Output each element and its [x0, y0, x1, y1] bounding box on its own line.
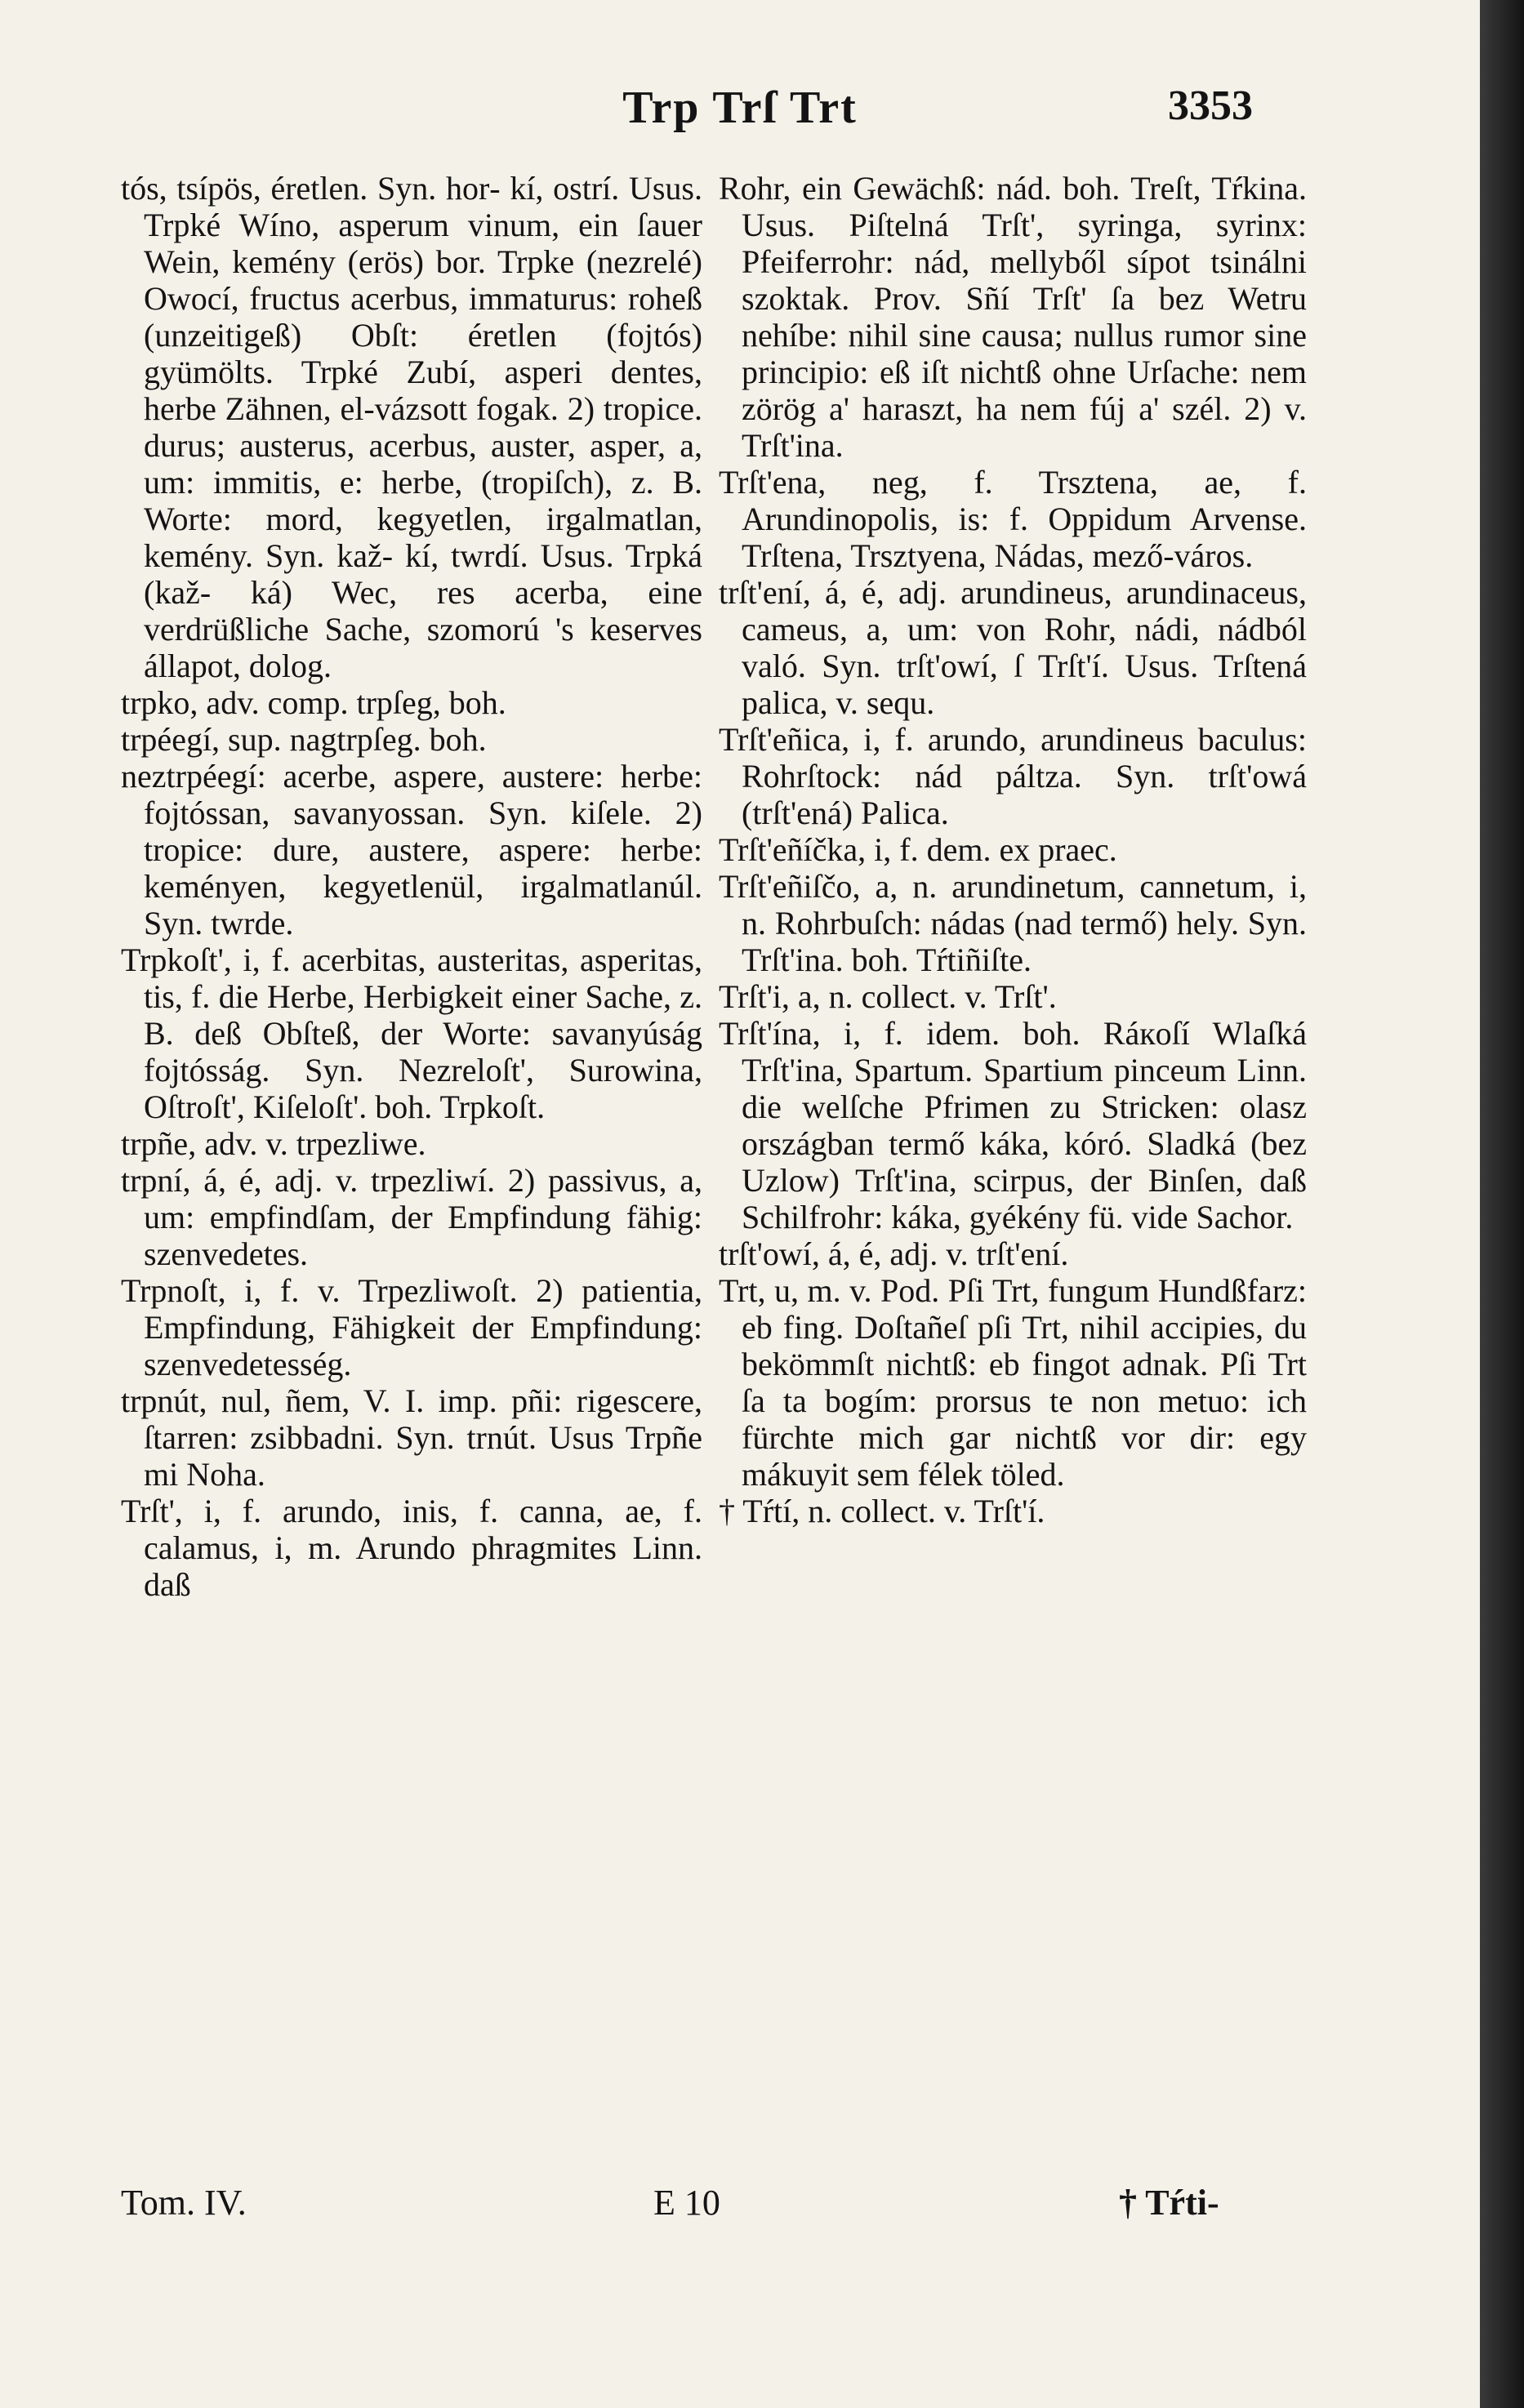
- entry-trt: Trt, u, m. v. Pod. Pſi Trt, fungum Hundßfarz: eb fing. Doſtañeſ pſi Trt, nihil accipies, du bekömmſt nichtß: eb fingot adnak. Pſi Trt ſa ta bogím: prorsus te non metuo: ich fürchte mich gar nichtß vor dir: egy mákuyit sem félek töled.: [719, 1272, 1307, 1493]
- entry-trst: Trſt', i, f. arundo, inis, f. canna, ae, f. calamus, i, m. Arundo phragmites Linn. daß: [121, 1493, 702, 1603]
- entry-trstena: Trſt'ena, neg, f. Trsztena, ae, f. Arundinopolis, is: f. Oppidum Arvense. Trſtena, Trsztyena, Nádas, mező‑város.: [719, 464, 1307, 574]
- entry-trstenica: Trſt'eñica, i, f. arundo, arundineus baculus: Rohrſtock: nád páltza. Syn. trſt'owá (trſt'ená) Palica.: [719, 721, 1307, 831]
- entry-neztrpeegi: neztrpéegí: acerbe, aspere, austere: herbe: fojtóssan, savanyossan. Syn. kiſele. 2) tropice: dure, austere, aspere: herbe: keményen, kegyetlenül, irgalmatlanúl. Syn. twrde.: [121, 758, 702, 941]
- page-edge-shadow: [1480, 0, 1524, 2408]
- entry-trst-continued: Rohr, ein Gewächß: nád. boh. Treſt, Tŕkina. Usus. Piſtelná Trſt', syringa, syrinx: Pfeiferrohr: nád, mellyből sípot tsinálni szoktak. Prov. Sñí Trſt' ſa bez Wetru nehíbe: nihil sine causa; nullus rumor sine principio: eß iſt nichtß ohne Urſache: nem zörög a' haraszt, ha nem fúj a' szél. 2) v. Trſt'ina.: [719, 170, 1307, 464]
- entry-trstowi: trſt'owí, á, é, adj. v. trſt'ení.: [719, 1235, 1069, 1272]
- page-header: [0, 82, 1480, 147]
- entry-trpeegi: trpéegí, sup. nagtrpſeg. boh.: [121, 721, 487, 758]
- entry-trpni: trpní, á, é, adj. v. trpezliwí. 2) passivus, a, um: empfindſam, der Empfindung fähig: szenvedetes.: [121, 1162, 702, 1272]
- catchword: † Tŕti‑: [1119, 2183, 1219, 2223]
- right-column: [719, 170, 1307, 1529]
- entry-trpky-continued: tós, tsípös, éretlen. Syn. hor‑ kí, ostrí. Usus. Trpké Wíno, asperum vinum, ein ſauer Wein, kemény (erös) bor. Trpke (nezrelé) Owocí, fructus acerbus, immaturus: roheß (unzeitigeß) Obſt: éretlen (fojtós) gyümölts. Trpké Zubí, asperi dentes, herbe Zähnen, el‑vázsott fogak. 2) tropice. durus; austerus, acerbus, auster, asper, a, um: immitis, e: herbe, (tropiſch), z. B. Worte: mord, kegyetlen, irgalmatlan, kemény. Syn. kaž‑ kí, twrdí. Usus. Trpká (kaž‑ ká) Wec, res acerba, eine verdrüßliche Sache, szomorú 's keserves állapot, dolog.: [121, 170, 702, 684]
- entry-trstenisco: Trſt'eñiſčo, a, n. arundinetum, cannetum, i, n. Rohrbuſch: nádas (nad termő) hely. Syn. Trſt'ina. boh. Tŕtiñiſte.: [719, 868, 1307, 978]
- entry-trpnut: trpnút, nul, ñem, V. I. imp. pñi: rigescere, ſtarren: zsibbadni. Syn. trnút. Usus Trpñe mi Noha.: [121, 1382, 702, 1493]
- volume-label: Tom. IV.: [121, 2183, 247, 2223]
- entry-trstenicka: Trſt'eñíčka, i, f. dem. ex praec.: [719, 831, 1117, 868]
- entry-trpko: trpko, adv. comp. trpſeg, boh.: [121, 684, 506, 721]
- entry-trpnost: Trpnoſt, i, f. v. Trpezliwoſt. 2) patientia, Empfindung, Fähigkeit der Empfindung: szenvedetesség.: [121, 1272, 702, 1382]
- entry-trsti: Trſt'i, a, n. collect. v. Trſt'.: [719, 978, 1057, 1015]
- running-head: Trp Trſ Trt: [622, 82, 858, 133]
- entry-trpne: trpñe, adv. v. trpezliwe.: [121, 1125, 426, 1162]
- entry-trpkost: Trpkoſt', i, f. acerbitas, austeritas, asperitas, tis, f. die Herbe, Herbigkeit einer Sache, z. B. deß Obſteß, der Worte: savanyúság fojtósság. Syn. Nezreloſt', Surowina, Oſtroſt', Kiſeloſt'. boh. Trpkoſt.: [121, 941, 702, 1125]
- entry-trstina: Trſt'ína, i, f. idem. boh. Ráкoſí Wlaſká Trſt'ina, Spartum. Spartium pinceum Linn. die welſche Pfrimen zu Stricken: olasz országban termő káka, kóró. Sladká (bez Uzlow) Trſt'ina, scirpus, der Binſen, daß Schilfrohr: káka, gyékény fü. vide Sachor.: [719, 1015, 1307, 1235]
- page-number: 3353: [1168, 82, 1253, 129]
- entry-trti: † Tŕtí, n. collect. v. Trſt'í.: [719, 1493, 1045, 1529]
- page-footer: [0, 2182, 1480, 2231]
- left-column: [121, 170, 702, 1603]
- entry-trsteni: trſt'ení, á, é, adj. arundineus, arundinaceus, cameus, a, um: von Rohr, nádi, nádból való. Syn. trſt'owí, ſ Trſt'í. Usus. Trſtená palica, v. sequ.: [719, 574, 1307, 721]
- signature-mark: E 10: [653, 2183, 720, 2223]
